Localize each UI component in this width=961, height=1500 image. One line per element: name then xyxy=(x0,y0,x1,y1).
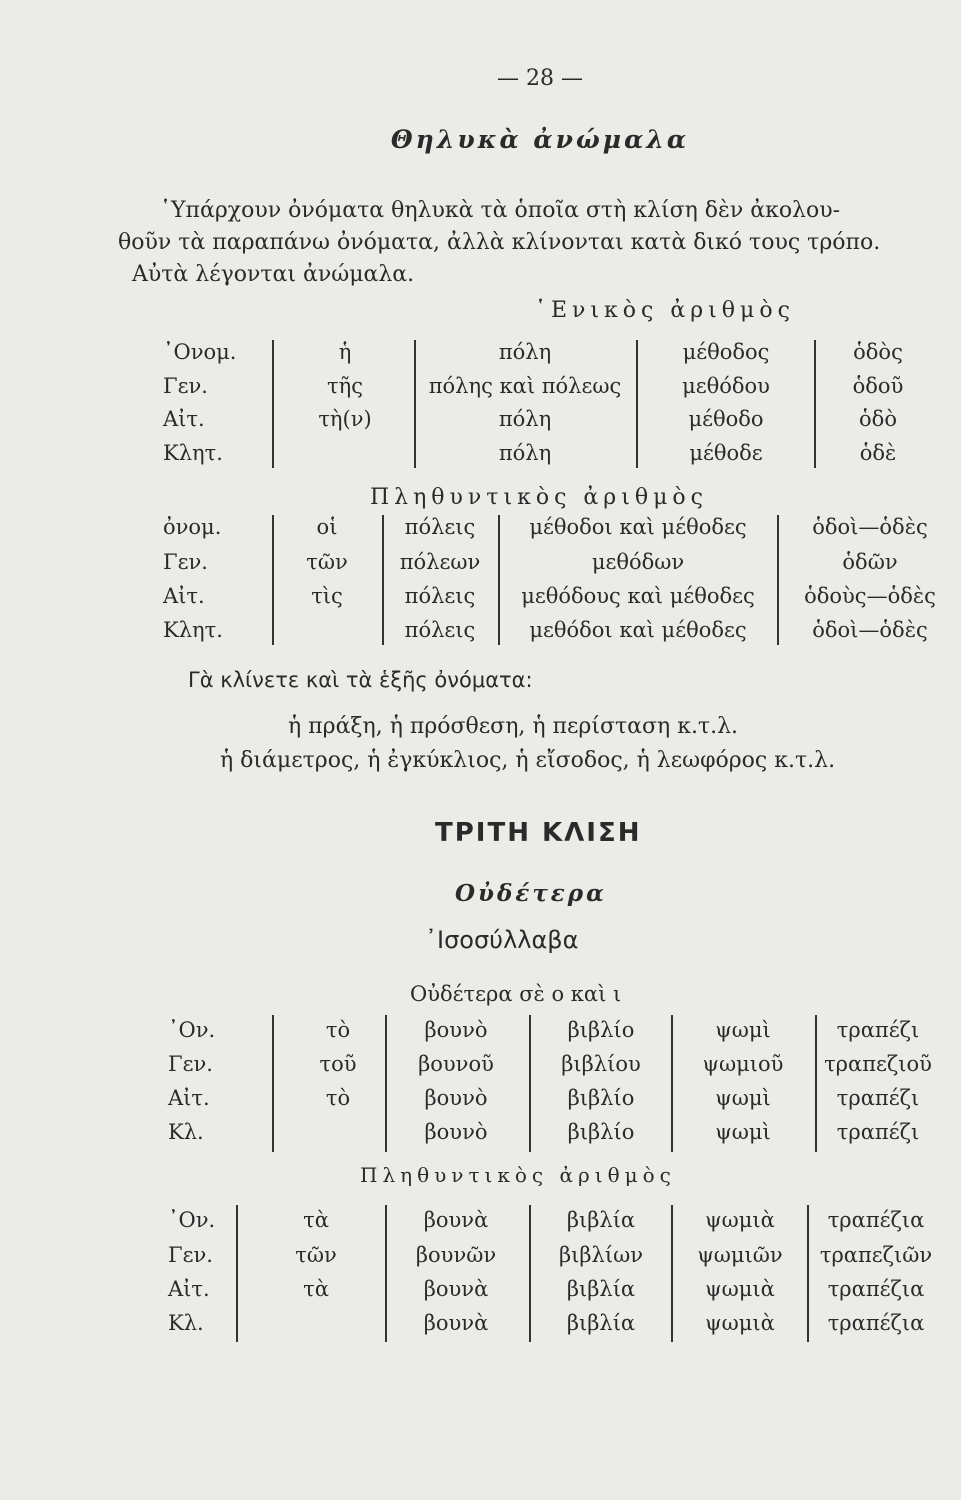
table-cell: Γεν. xyxy=(163,550,208,574)
table-cell: τραπέζια xyxy=(827,1208,925,1232)
table-cell: ὁδὸ xyxy=(859,407,897,431)
table-cell: βουνὸ xyxy=(424,1086,488,1110)
table-cell: τραπέζια xyxy=(827,1311,925,1335)
third-declension-heading: ΤΡΙΤΗ ΚΛΙΣΗ xyxy=(435,818,642,848)
table-cell: τῆς xyxy=(327,374,363,398)
table-cell: ὁδοὶ—ὁδὲς xyxy=(812,515,928,539)
table-cell: τῶν xyxy=(306,550,348,574)
table-cell: τοῦ xyxy=(319,1052,357,1076)
table-cell: ἡ xyxy=(338,340,352,364)
table-cell: μέθοδος xyxy=(682,340,770,364)
table-cell: ψωμιὰ xyxy=(705,1311,775,1335)
table-cell: Γεν. xyxy=(168,1052,213,1076)
table-cell: ὁδοὺς—ὁδὲς xyxy=(804,584,936,608)
table-cell: ὁδὲ xyxy=(859,441,897,465)
table-cell: Γεν. xyxy=(163,374,208,398)
table-cell: πόλης καὶ πόλεως xyxy=(428,374,622,398)
section-heading-feminine: Θηλυκὰ ἀνώμαλα xyxy=(390,125,690,154)
table-cell: Αἰτ. xyxy=(163,584,205,608)
table-cell: ὁδοῦ xyxy=(852,374,904,398)
table-cell: Κλητ. xyxy=(163,441,223,465)
table-cell: μεθόδοι καὶ μέθοδες xyxy=(529,618,747,642)
table-cell: ψωμὶ xyxy=(715,1120,771,1144)
table-cell: ψωμιὰ xyxy=(705,1208,775,1232)
intro-line-3: Αὐτὰ λέγονται ἀνώμαλα. xyxy=(132,262,415,287)
table-cell: πόλεις xyxy=(404,618,476,642)
table-cell: μέθοδε xyxy=(689,441,763,465)
table-cell: βιβλίο xyxy=(567,1120,635,1144)
table-cell: ψωμὶ xyxy=(715,1018,771,1042)
table-cell: ὁδὸς xyxy=(853,340,903,364)
intro-line-2: θοῦν τὰ παραπάνω ὀνόματα, ἀλλὰ κλίνονται κατὰ δικό τους τρόπο. xyxy=(118,230,881,255)
table-cell: μεθόδους καὶ μέθοδες xyxy=(521,584,755,608)
table-cell: Αἰτ. xyxy=(168,1277,210,1301)
table-cell: Κλ. xyxy=(168,1311,204,1335)
table-cell: μέθοδο xyxy=(688,407,764,431)
table-cell: βιβλίο xyxy=(567,1086,635,1110)
neuter-caption: Οὐδέτερα σὲ ο καὶ ι xyxy=(410,982,622,1006)
table-cell: τραπεζιῶν xyxy=(819,1243,933,1267)
table-cell: μεθόδων xyxy=(591,550,685,574)
table-cell: πόλεις xyxy=(404,515,476,539)
table-cell: βιβλίου xyxy=(561,1052,641,1076)
table-cell: Αἰτ. xyxy=(168,1086,210,1110)
table-cell: ᾽Ον. xyxy=(168,1208,216,1232)
page-number: — 28 — xyxy=(497,66,583,91)
table-cell: ὀνομ. xyxy=(163,515,222,539)
example-line-2: ἡ διάμετρος, ἡ ἐγκύκλιος, ἡ εἴσοδος, ἡ λεωφόρος κ.τ.λ. xyxy=(220,748,836,773)
table-cell: ψωμιοῦ xyxy=(702,1052,784,1076)
table-cell: ὁδῶν xyxy=(842,550,898,574)
table-cell: τραπέζι xyxy=(836,1086,920,1110)
table-cell: ᾽Ον. xyxy=(168,1018,216,1042)
table-cell: τὶς xyxy=(311,584,343,608)
table-cell: οἱ xyxy=(316,515,338,539)
table-cell: Κλητ. xyxy=(163,618,223,642)
table-cell: ψωμιῶν xyxy=(697,1243,783,1267)
table-cell: βιβλία xyxy=(566,1311,636,1335)
table-cell: μεθόδου xyxy=(682,374,770,398)
table-cell: πόλη xyxy=(498,441,552,465)
table-cell: βιβλίο xyxy=(567,1018,635,1042)
table-cell: μέθοδοι καὶ μέθοδες xyxy=(529,515,747,539)
table-cell: βουνὰ xyxy=(423,1277,489,1301)
example-line-1: ἡ πράξη, ἡ πρόσθεση, ἡ περίσταση κ.τ.λ. xyxy=(288,714,739,739)
table-cell: βιβλίων xyxy=(559,1243,643,1267)
table-cell: πόλη xyxy=(498,407,552,431)
table-cell: ψωμιὰ xyxy=(705,1277,775,1301)
table-cell: τραπέζι xyxy=(836,1018,920,1042)
table-cell: τραπέζια xyxy=(827,1277,925,1301)
table-cell: τὴ(ν) xyxy=(318,407,372,431)
table-cell: Γεν. xyxy=(168,1243,213,1267)
table-cell: πόλη xyxy=(498,340,552,364)
plural-caption: Πληθυντικὸς ἀριθμὸς xyxy=(370,485,708,510)
table-cell: τῶν xyxy=(295,1243,337,1267)
table-cell: βιβλία xyxy=(566,1208,636,1232)
table-cell: Αἰτ. xyxy=(163,407,205,431)
isosyllabic-heading: ᾽Ισοσύλλαβα xyxy=(425,926,579,954)
table-cell: βουνὰ xyxy=(423,1208,489,1232)
singular-caption: ῾Ενικὸς ἀριθμὸς xyxy=(535,298,795,323)
neuter-heading: Οὐδέτερα xyxy=(455,880,607,907)
table-cell: Κλ. xyxy=(168,1120,204,1144)
table-cell: ὁδοὶ—ὁδὲς xyxy=(812,618,928,642)
table-cell: πόλεων xyxy=(399,550,481,574)
table-cell: πόλεις xyxy=(404,584,476,608)
table-cell: βουνῶν xyxy=(415,1243,497,1267)
table-cell: ψωμὶ xyxy=(715,1086,771,1110)
exercise-instruction: Γὰ κλίνετε καὶ τὰ ἑξῆς ὀνόματα: xyxy=(188,668,533,692)
table-cell: βουνὰ xyxy=(423,1311,489,1335)
table-cell: τραπέζι xyxy=(836,1120,920,1144)
table-cell: τραπεζιοῦ xyxy=(824,1052,932,1076)
table-cell: τὸ xyxy=(325,1086,351,1110)
table-cell: βιβλία xyxy=(566,1277,636,1301)
table-cell: τὰ xyxy=(303,1277,329,1301)
neuter-plural-caption: Πληθυντικὸς ἀριθμὸς xyxy=(360,1163,676,1187)
table-cell: τὸ xyxy=(325,1018,351,1042)
intro-line-1: ῾Υπάρχουν ὀνόματα θηλυκὰ τὰ ὁποῖα στὴ κλίση δὲν ἀκολου- xyxy=(160,198,841,223)
table-cell: ᾽Ονομ. xyxy=(163,340,237,364)
table-cell: βουνοῦ xyxy=(418,1052,494,1076)
table-cell: βουνὸ xyxy=(424,1018,488,1042)
table-cell: βουνὸ xyxy=(424,1120,488,1144)
table-cell: τὰ xyxy=(303,1208,329,1232)
